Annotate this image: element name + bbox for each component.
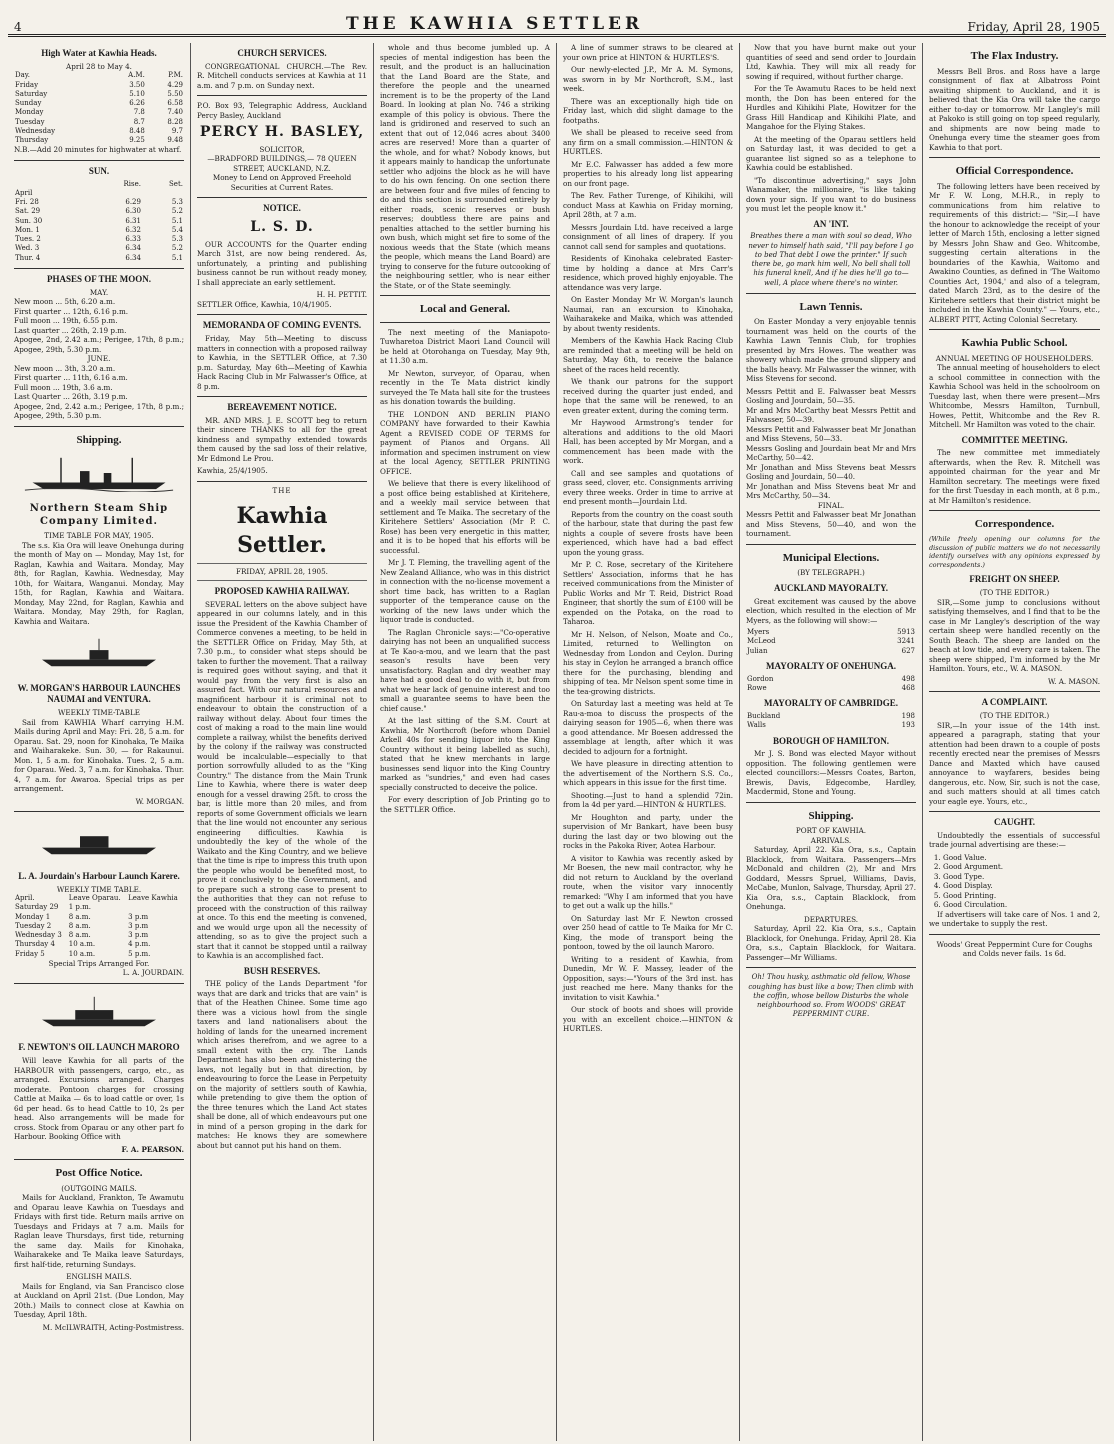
table-row (14, 108, 184, 117)
committee-text: The new committee met immediately afterwards, when the Rev. R. Mitchell was appointed chairman for the year and Mr Hamilton secretary. The meetings were fixed for the first Tuesday in each month, at 8 p.m., at Mr Hamilton's residence. (929, 448, 1100, 505)
table-row (14, 217, 184, 226)
candidate: Julian (747, 646, 768, 655)
news-paragraph: The Raglan Chronicle says:—"Co-operative dairying has not been an unqualified success at Te Kao-a-mou, and we learn that the past season's results have been very unsatisfactory. Raglan and dry weather may have had a good deal to do with it, but from what we hear lack of genuine interest and too small a guarantee seems to have been the chief cause." (380, 627, 550, 713)
tide-pm: 9.48 (167, 136, 183, 145)
onehunga-results (746, 675, 916, 693)
official-correspondence-heading: Official Correspondence. (955, 165, 1074, 178)
news-paragraph: For the Te Awamutu Races to be held next month, the Don has been entered for the Hurdles and Kihikihi Plate, Howitzer for the Grass Hill Handicap and Kihikihi Plate, and Mangahoe for the Flying Stakes. (746, 84, 916, 131)
post-office-heading: Post Office Notice. (55, 1167, 143, 1180)
sun-rise (91, 189, 142, 198)
committee-heading: COMMITTEE MEETING. (961, 434, 1068, 445)
news-paragraph: Call and see samples and quotations of grass seed, clover, etc. Consignments arriving every three weeks. Order in time to arrive at end present month—Jourdain Ltd. (563, 468, 733, 506)
church-text: CONGREGATIONAL CHURCH.—The Rev. R. Mitchell conducts services at Kawhia at 11 a.m. and 7 p.m. on Sunday next. (197, 61, 367, 90)
jourdain-kawhia: 4 p.m. (128, 940, 151, 949)
table-row (14, 189, 184, 198)
complaint-text: SIR,—In your issue of the 14th inst. appeared a paragraph, stating that your attention had been drawn to a couple of posts recently erected near the premises of Messrs Dance and Maxted which have caused annoyance to wayfarers, besides being dangerous, etc. Now, Sir, such is not the case, and such matters should at all times catch your eagle eye. Yours, etc., (929, 720, 1100, 806)
jourdain-day: Thursday 4 (15, 940, 55, 949)
to-editor-label: (TO THE EDITOR.) (979, 588, 1050, 598)
news-paragraph: On Saturday last Mr F. Newton crossed over 250 head of cattle to Te Maika for Mr C. King, the mode of transport being the pontoon, towed by the oil launch Maroro. (563, 913, 733, 951)
tides-table (14, 71, 184, 145)
table-row (746, 628, 916, 637)
cambridge-heading: MAYORALTY OF CAMBRIDGE. (764, 698, 898, 709)
tennis-text: On Easter Monday a very enjoyable tennis tournament was held on the courts of the Kawhia Lawn Tennis Club, for trophies presented by Mrs Howes. The weather was showery which made the ground slippery and the balls heavy. Mr Falwasser the winner, with Miss Stevens for second. (746, 317, 916, 384)
local-general-heading: Local and General. (419, 303, 511, 315)
jourdain-launch-title: L. A. Jourdain's Harbour Launch Karere. (18, 870, 180, 881)
complaint-heading: A COMPLAINT. (981, 697, 1048, 708)
arrivals-heading: ARRIVALS. (810, 835, 852, 845)
table-row (14, 244, 184, 253)
tides-heading: High Water at Kawhia Heads. (41, 48, 157, 58)
news-paragraph: THE LONDON AND BERLIN PIANO COMPANY have forwarded to their Kawhia Agent a REVISED CODE OF TERMS for payment of Pianos and Organs. All information and specimen instrument on view at the local Agency, SETTLER PRINTING OFFICE. (380, 409, 550, 476)
jourdain-oparau: 1 p.m. (68, 903, 91, 912)
caught-heading: CAUGHT. (993, 817, 1036, 827)
column-3 (374, 43, 557, 1441)
votes: 498 (901, 674, 915, 683)
table-row (14, 235, 184, 244)
basley-role: SOLICITOR, (259, 144, 305, 154)
table-row (14, 903, 184, 912)
auckland-results (746, 628, 916, 656)
post-office-text: Mails for Auckland, Frankton, Te Awamutu and Oparau leave Kawhia on Tuesdays and Fridays with first tide. Return mails arrive on Tuesdays and Fridays at 7 a.m. Mails for Raglan leave Thursdays, first tide, returning the same day. Mails for Kinohaka, Waiharakeke and Te Maika leave Saturdays, first half-tide, returning Sundays. (14, 1193, 184, 1269)
public-school-heading: Kawhia Public School. (961, 337, 1068, 350)
tide-pm: 6.58 (167, 99, 183, 108)
news-paragraph: On Saturday last a meeting was held at Te Rau-a-moa to discuss the prospects of the dairying season for 1905—6, when there was a good attendance. Mr Boesen addressed the assemblage at length, after which it was decided to adjourn for a fortnight. (563, 699, 733, 756)
news-paragraph: Now that you have burnt make out your quantities of seed and send order to Jourdain Ltd, Kawhia. They will mix all ready for sowing if required, without further charge. (746, 43, 916, 81)
auckland-mayoralty-heading: AUCKLAND MAYORALTY. (773, 582, 889, 593)
jourdain-day: Saturday 29 (15, 903, 59, 912)
news-paragraph: We have pleasure in directing attention to the advertisement of the Northern S.S. Co., which appears in this issue for the first time. (563, 759, 733, 787)
oil-launch-icon (14, 993, 184, 1031)
shipping-news-heading: Shipping. (808, 809, 854, 822)
jourdain-col-day: April. (15, 894, 35, 903)
table-row (746, 675, 916, 684)
freight-signature: W. A. MASON. (1048, 676, 1100, 686)
moon-row: Full moon ... 19th, 3.6 a.m. (14, 382, 113, 392)
sun-set: 5.1 (171, 216, 183, 225)
table-row (14, 254, 184, 263)
tide-day: Wednesday (15, 126, 56, 135)
sun-col-day (14, 180, 91, 189)
morgan-text: Sail from KAWHIA Wharf carrying H.M. Mails during April and May: Fri. 28, 5 a.m. for Oparau. Sat. 29, noon for Kinohaka, Te Maika and Waiharakeke. Sun. 30, — for Rakaunui. Mon. 1, 5 a.m. for Kinohaka. Tues. 2, 5 a.m. for Oparau. Wed. 3, 7 a.m. for Kinohaka. Thur. 4, 7 a.m. for Awaroa. Special trips as per arrangement. (14, 717, 184, 794)
masthead (8, 0, 1106, 37)
nss-timetable-title: TIME TABLE FOR MAY, 1905. (44, 531, 154, 540)
moon-row: Apogee, 2nd, 2.42 a.m.; Perigee, 17th, 8 p.m.; Apogee, 29th, 5.30 p.m. (14, 335, 184, 354)
correspondence-note: (While freely opening our columns for the discussion of public matters we do not necessarily identify ourselves with any opinions expressed by correspondents.) (929, 534, 1100, 569)
jourdain-kawhia (127, 903, 184, 912)
news-paragraph: Mr H. Nelson, of Nelson, Moate and Co., Limited, returned to Wellington on Wednesday from London and Ceylon. During his stay in Ceylon he arranged a branch office there for the purchasing, blending and shipping of tea. Mr Nelson spent some time in the tea-growing districts. (563, 629, 733, 696)
sun-table (14, 180, 184, 263)
ant-poem: Breathes there a man with soul so dead, Who never to himself hath said, "I'll pay before I go to bed That debt I owe the printer." If such there be, go mark him well, No bell shall toll his funeral knell, And if he dies he'll go to—well, A place where there's no winter. (748, 232, 914, 287)
candidate: Walls (747, 721, 766, 730)
page-number: 4 (14, 20, 22, 34)
basley-name: PERCY H. BASLEY, (199, 124, 365, 141)
tennis-result: Messrs Pettit and Falwasser beat Mr Jonathan and Miss Stevens, 50—40, and won the tournament. (746, 510, 916, 539)
sun-rise: 6.34 (125, 253, 141, 262)
news-paragraph: Mr Newton, surveyor, of Oparau, when recently in the Te Mata district kindly surveyed the Te Mata hall site for the trustees as his donation towards the building. (380, 368, 550, 407)
railway-heading: PROPOSED KAWHIA RAILWAY. (214, 585, 350, 596)
sun-day: Wed. 3 (15, 244, 40, 253)
tides-note: N.B.—Add 20 minutes for highwater at wharf. (14, 145, 182, 155)
tide-pm: 4.29 (167, 80, 183, 89)
caught-list (929, 853, 1100, 910)
basley-office: —BRADFORD BUILDINGS,— 78 QUEEN STREET, AUCKLAND, N.Z. (207, 154, 357, 173)
tide-day: Saturday (15, 89, 48, 98)
hamilton-text: Mr J. S. Bond was elected Mayor without opposition. The following gentlemen were elected councillors:—Messrs Coates, Barton, Brewis, Davis, Edgecombe, Hardley, Macdermid, Stone and Young. (746, 749, 916, 797)
jourdain-oparau: 10 a.m. (68, 940, 96, 949)
column-4 (557, 43, 740, 1441)
sun-day: Sun. 30 (15, 216, 43, 225)
votes: 198 (901, 712, 915, 721)
jourdain-day: Friday 5 (15, 949, 45, 958)
sun-rise: 6.31 (125, 216, 141, 225)
freight-heading: FREIGHT ON SHEEP. (969, 574, 1060, 585)
jourdain-table (14, 894, 184, 959)
sun-set: 5.2 (171, 244, 183, 253)
jourdain-oparau: 8 a.m. (68, 921, 91, 930)
list-item: 1. Good Value. (943, 853, 1100, 863)
official-correspondence-text: The following letters have been received by Mr F. W. Long, M.H.R., in reply to communications from him relative to requirements of this district:— "Sir,—I have the honour to acknowledge the receipt of your letter of March 15th, enclosing a letter signed by Messrs John Shaw and Geo. Whitcombe, suggesting certain alterations in the boundaries of the Kawhia, Waitomo and Awakino Counties, as defined in 'The Waitomo Counties Act, 1904,' and also of a telegram, dated March 23rd, as to the desire of the Kiritehere settlers that their district might be included in the Kawhia County." — Yours, etc., ALBERT PITT, Acting Colonial Secretary. (929, 181, 1100, 324)
table-row (14, 207, 184, 216)
memoranda-text: Friday, May 5th—Meeting to discuss matters in connection with a proposed railway to Kawhia, in the SETTLER Office, at 7.30 p.m. Saturday, May 6th—Meeting of Kawhia Hack Racing Club in Mr Falwasser's Office, at 8 p.m. (197, 334, 367, 391)
notice-signature: H. H. PETTIT. (316, 290, 367, 300)
church-heading: CHURCH SERVICES. (237, 48, 327, 58)
tide-am: 6.26 (129, 99, 145, 108)
morgan-signature: W. MORGAN. (135, 796, 184, 806)
woods-cure-ad: Woods' Great Peppermint Cure for Coughs and Colds never fails. 1s 6d. (936, 939, 1093, 959)
table-row (14, 931, 184, 940)
moon-row: Full moon ... 19th, 6.55 p.m. (14, 316, 118, 326)
tide-day: Thursday (15, 136, 49, 145)
candidate: McLeod (747, 637, 776, 646)
candidate: Gordon (747, 674, 774, 683)
votes: 627 (901, 646, 915, 655)
tennis-result: Messrs Pettit and Falwasser beat Mr Jonathan and Miss Stevens, 50—33. (746, 424, 916, 444)
news-paragraph: Mr Houghton and party, under the supervision of Mr Bankart, have been busy during the last day or two blowing out the rocks in the Pakoka River, Aotea Harbour. (563, 812, 733, 850)
table-row (14, 81, 184, 90)
sun-day: April (15, 188, 33, 197)
launch-icon (14, 821, 184, 859)
sun-day: Fri. 28 (15, 198, 39, 207)
sun-day: Sat. 29 (15, 207, 41, 216)
paper-date: FRIDAY, APRIL 28, 1905. (236, 567, 328, 577)
news-paragraph: We believe that there is every likelihood of a post office being established at Kiritehere, and a weekly mail service between that settlement and Te Maika. The secretary of the Kiritehere Settlers' Association (Mr P. C. Rose) has been very energetic in this matter, and it is to be hoped that his efforts will be successful. (380, 479, 550, 555)
jourdain-day: Wednesday 3 (15, 931, 62, 940)
news-paragraph: The Rev. Father Turenge, of Kihikihi, will conduct Mass at Kawhia on Friday morning, April 28th, at 7 a.m. (563, 191, 733, 219)
jourdain-kawhia: 3 p.m (128, 921, 149, 930)
by-telegraph: (BY TELEGRAPH.) (797, 568, 865, 578)
sun-set: 5.2 (171, 207, 183, 216)
peppermint-cure-ad: Oh! Thou husky, asthmatic old fellow, Whose coughing has bust like a bow; Then climb with the coffin, whose bellow Disturbs the whole neighbourhood so. From WOODS' GREAT PEPPERMINT CURE. (748, 973, 914, 1019)
table-row (14, 90, 184, 99)
ant-heading: AN 'INT. (813, 218, 849, 229)
railway-text: SEVERAL letters on the above subject have appeared in our columns lately, and in this issue the President of the Kawhia Chamber of Commerce convenes a meeting, to be held in the SETTLER Office on Friday, May 5th, at 7.30 p.m., to consider what steps should be taken to further the movement. That a railway is required goes without saying, and that it would pay from the very first is also an assured fact. With our natural resources and magnificent harbour it is criminal not to endeavour to obtain the construction of a railway without delay. About four times the cost of making a road to the main line would complete a railway, whilst the benefits derived by the colony if the railway was constructed would be incalculable—especially to that portion sorrowfully alluded to as the "King Country." The distance from the Main Trunk Line to Kawhia, where there is water deep enough for a vessel drawing 25ft. to cross the bar, is little more than 20 miles, and from reports of some Government officials we learn that the line would not encounter any serious engineering difficulties. Kawhia is undoubtedly the key of the whole of the Waikato and the King Country, and we believe that the time is ripe to impress this truth upon the people who would be benefited most, to prove it conclusively to the Government, and to prepare such a strong case to present to the authorities that they can not refuse to proceed with the construction of this railway at once. To this end the meeting is convened, and we would urge upon all the necessity of attending, so as to give the project such a start that it cannot be stopped until a railway to Kawhia is an accomplished fact. (197, 599, 368, 961)
news-paragraph: For every description of Job Printing go to the SETTLER Office. (380, 795, 550, 814)
paper-nameplate: Kawhia Settler. (236, 503, 328, 559)
table-row (14, 136, 184, 145)
news-paragraph: Messrs Jourdain Ltd. have received a large consignment of all lines of drapery. If you cannot call send for samples and quotations. (563, 222, 733, 251)
morgan-subtitle: WEEKLY TIME-TABLE (57, 708, 141, 718)
launch-icon (14, 633, 184, 671)
newton-signature: F. A. PEARSON. (121, 1144, 184, 1154)
moon-row: First quarter ... 12th, 6.16 p.m. (14, 306, 129, 316)
flax-heading: The Flax Industry. (970, 50, 1059, 62)
bereavement-text: MR. AND MRS. J. E. SCOTT beg to return their sincere THANKS to all for the great kindness and sympathy extended towards them caused by the sad loss of their relative, Mr Edmond Le Prou. (197, 415, 367, 463)
tide-am: 9.25 (129, 136, 145, 145)
jourdain-col-oparau: Leave Oparau. (68, 894, 121, 903)
notice-text: OUR ACCOUNTS for the Quarter ending March 31st, are now being rendered. As, unfortunately, a printing and publishing business cannot be run without ready money, I shall appreciate an early settlement. (197, 239, 367, 287)
municipal-heading: Municipal Elections. (782, 551, 880, 564)
tide-am: 8.7 (133, 117, 145, 126)
annual-meeting-heading: ANNUAL MEETING OF HOUSEHOLDERS. (935, 353, 1094, 363)
lawn-tennis-heading: Lawn Tennis. (799, 300, 863, 313)
sun-day: Thur. 4 (15, 253, 41, 262)
sun-col-rise: Rise. (123, 179, 141, 188)
departures-heading: DEPARTURES. (803, 914, 859, 924)
jourdain-oparau: 8 a.m. (68, 912, 91, 921)
post-office-sub: (OUTGOING MAILS. (61, 1183, 137, 1193)
moon-row: New moon ... 5th, 6.20 a.m. (14, 297, 116, 307)
english-mails-text: Mails for England, via San Francisco close at Auckland on April 21st. (Due London, May 20th.) Mails to connect close at Kawhia on Tuesday, April 18th. (14, 1281, 184, 1320)
sun-rise: 6.29 (125, 198, 141, 207)
issue-date: Friday, April 28, 1905 (967, 20, 1100, 34)
votes: 5913 (897, 628, 915, 637)
table-row (14, 198, 184, 207)
votes: 3241 (897, 637, 915, 646)
notice-heading: NOTICE. (263, 203, 301, 214)
jourdain-kawhia: 5 p.m. (128, 949, 151, 958)
june-heading: JUNE. (87, 354, 111, 364)
news-paragraph: The next meeting of the Maniapoto-Tuwharetoa District Maori Land Council will be held at Otorohanga on Tuesday, May 9th, at 11.30 a.m. (380, 327, 550, 366)
bereavement-signature: Kawhia, 25/4/1905. (197, 466, 268, 476)
lsd-heading: L. S. D. (250, 219, 314, 236)
sun-rise: 6.32 (125, 225, 141, 234)
bush-reserves-heading: BUSH RESERVES. (243, 965, 321, 976)
tide-am: 8.48 (129, 126, 145, 135)
news-paragraph: There was an exceptionally high tide on Friday last, which did slight damage to the footpaths. (563, 96, 733, 125)
moon-row: Last quarter ... 26th, 2.19 p.m. (14, 325, 127, 335)
may-heading: MAY. (89, 287, 109, 297)
news-paragraph: Shooting.—Just to hand a splendid 72in. from la 4d per yard.—HINTON & HURTLES. (563, 790, 733, 809)
table-row (14, 99, 184, 108)
tide-day: Friday (15, 80, 39, 89)
news-paragraph: A line of summer straws to be cleared at your own price at HINTON & HURTLES'S. (563, 43, 733, 62)
jourdain-oparau: 8 a.m. (68, 931, 91, 940)
cambridge-results (746, 712, 916, 730)
moon-row: Apogee, 2nd, 2.42 a.m.; Perigee, 17th, 8 p.m.; Apogee, 29th, 5.30 p.m. (14, 401, 184, 421)
news-paragraph: Reports from the country on the coast south of the harbour, state that during the past few nights a couple of severe frosts have been experienced, which have had a bad effect upon the young grass. (563, 509, 733, 557)
sun-col-set: Set. (169, 179, 183, 188)
news-paragraph: Our stock of boots and shoes will provide you with an excellent choice.—HINTON & HURTLES. (563, 1005, 733, 1033)
onehunga-heading: MAYORALTY OF ONEHUNGA. (766, 660, 896, 671)
postmistress-signature: M. McILWRAITH, Acting-Postmistress. (42, 1322, 184, 1332)
tennis-result: Mr Jonathan and Miss Stevens beat Mr and Mrs McCarthy, 50—34. (746, 481, 916, 501)
table-row (14, 127, 184, 136)
tide-pm: 5.50 (167, 89, 183, 98)
list-item: 4. Good Display. (943, 881, 1100, 891)
news-paragraph: Mr E.C. Falwasser has added a few more properties to his already long list appearing on our front page. (563, 159, 733, 188)
tides-col-pm: P.M. (168, 71, 183, 80)
paper-the: THE (272, 486, 292, 495)
sun-day: Mon. 1 (15, 225, 40, 234)
english-mails-heading: ENGLISH MAILS. (66, 1272, 132, 1282)
tide-am: 3.50 (129, 80, 145, 89)
table-row (746, 721, 916, 730)
tide-day: Monday (15, 108, 44, 117)
freight-text: SIR,—Some jump to conclusions without satisfying themselves, and I find that to be the case in Mr Langley's description of the way certain sheep were handled recently on the South Beach. The sheep are landed on the beach at low tide, and every care is taken. The sheep were shipped, I'm informed by the Mr Hamilton. Yours, etc., W. A. MASON. (929, 597, 1100, 674)
sun-heading: SUN. (88, 165, 110, 176)
basley-address: P.O. Box 93, Telegraphic Address, Auckland Percy Basley, Auckland (197, 101, 367, 120)
tides-col-day: Day. (15, 71, 31, 80)
tide-pm: 7.40 (167, 108, 183, 117)
sun-set: 5.3 (171, 235, 183, 244)
candidate: Buckland (747, 712, 781, 721)
tides-subheading: April 28 to May 4. (66, 61, 132, 71)
votes: 468 (901, 684, 915, 692)
nss-timetable-text: The s.s. Kia Ora will leave Onehunga during the month of May on — Monday, May 1st, for Raglan, Kawhia and Waitara. Monday, May 8th, for Raglan, Kawhia. Wednesday, May 10th, for Waitara, Wanganui. Monday, May 15th, for Raglan, Kawhia and Waitara. Monday, May 22nd, for Raglan, Kawhia and Waitara. Monday, May 29th, for Raglan, Kawhia and Waitara. (14, 540, 184, 626)
list-item: 3. Good Type. (943, 872, 1100, 882)
correspondence-heading: Correspondence. (974, 518, 1055, 531)
sun-set (142, 189, 184, 198)
news-paragraph: "To discontinue advertising," says John Wanamaker, the millionaire, "is like taking down your sign. If you want to do business you must let the people know it." (746, 175, 916, 213)
tennis-result: Mr and Mrs McCarthy beat Messrs Pettit and Falwasser, 50—39. (746, 405, 916, 425)
tide-pm: 8.28 (167, 117, 183, 126)
table-row (746, 637, 916, 646)
jourdain-kawhia: 3 p.m (128, 912, 149, 921)
column-5 (740, 43, 923, 1441)
table-row (14, 913, 184, 922)
tennis-final-label: FINAL. (817, 500, 845, 510)
news-paragraph: Residents of Kinohaka celebrated Easter-time by holding a dance at Mrs Carr's residence, which proved highly enjoyable. The attendance was very large. (563, 254, 733, 292)
moon-row: First quarter ... 11th, 6.16 a.m. (14, 373, 128, 383)
school-text: The annual meeting of householders to elect a school committee in connection with the Kawhia School was held in the schoolroom on Tuesday last, when there were present—Mrs Whitcombe, Messrs Hamilton, Turnbull, Howes, Pettit, Whitcombe and the Rev R. Mitchell. Mr Hamilton was voted to the chair. (929, 363, 1100, 430)
votes: 193 (901, 721, 915, 730)
column-2 (191, 43, 374, 1441)
caught-outro: If advertisers will take care of Nos. 1 and 2, we undertake to supply the rest. (929, 909, 1100, 929)
column-1 (8, 43, 191, 1441)
newton-text: Will leave Kawhia for all parts of the HARBOUR with passengers, cargo, etc., as arranged. Excursions arranged. Charges moderate. Pontoon charges for crossing Cattle at Maika — 6s to load cattle or over, 1s 6d per head. 6s to head Cattle to 10, 2s per head. Also arrangements will be made for cross. Stock from Oparau or any other part fo Harbour. Booking Office with (14, 1056, 184, 1142)
news-paragraph: At the meeting of the Oparau settlers held on Saturday last, it was decided to get a guarantee list signed so as a telephone to Kawhia could be established. (746, 134, 916, 172)
tennis-result: Messrs Gosling and Jourdain beat Mr and Mrs McCarthy, 50—42. (746, 443, 916, 463)
table-row (14, 226, 184, 235)
moon-row: Last Quarter ... 26th, 3.19 p.m. (14, 392, 128, 402)
port-heading: PORT OF KAWHIA. (795, 826, 867, 836)
news-paragraph: On Easter Monday Mr W. Morgan's launch Naumai, ran an excursion to Kinohaka, Waiharakeke and Maika, which was attended by about twenty residents. (563, 295, 733, 333)
jourdain-note: Special Trips Arranged For. (48, 958, 150, 968)
moon-heading: PHASES OF THE MOON. (46, 273, 151, 284)
news-paragraph: A visitor to Kawhia was recently asked by Mr Boesen, the new mail contractor, why he did not return to Auckland by the overland route, when the visitor vary innocently remarked: "Why I am informed that you have to get out a walk up the hills." (563, 853, 733, 910)
sun-rise: 6.34 (125, 244, 141, 253)
table-row (14, 922, 184, 931)
sun-rise: 6.30 (125, 207, 141, 216)
bush-reserves-text: THE policy of the Lands Department "for ways that are dark and tricks that are vain" is that of the Heathen Chinee. Some time ago there was a vicious howl from the single taxers and land nationalisers about the holding of lands for the unearned increment which arises therefrom, and we agree to a small extent with the cry. The Lands Department has also been administering the laws, not legally but in that direction, by endeavouring to force the Lease in Perpetuity on the majority of settlers south of Kawhia, while pretending to give them the option of the three tenures which the Land Act states shall be done, all of which endeavours put one in mind of a person groping in the dark for matches: He knows they are somewhere about but cannot put his hand on them. (197, 979, 367, 1150)
tide-pm: 9.7 (171, 126, 183, 135)
to-editor-label: (TO THE EDITOR.) (979, 711, 1050, 720)
jourdain-kawhia: 3 p.m (128, 931, 149, 940)
sun-set: 5.4 (171, 225, 183, 234)
table-row (14, 940, 184, 949)
table-row (746, 684, 916, 693)
steamship-icon (14, 454, 184, 492)
arrivals-text: Saturday, April 22. Kia Ora, s.s., Captain Blacklock, from Waitara. Passengers—Mrs McDonald and children (2), Mr and Mrs Goddard, Messrs Spruel, Williams, Davis, McCabe, Munlon, Salvage, Thursday, April 27. Kia Ora, s.s., Captain Blacklock, from Onehunga. (746, 845, 916, 912)
candidate: Myers (747, 628, 770, 637)
jourdain-col-kawhia: Leave Kawhia (128, 894, 178, 903)
basley-money: Money to Lend on Approved Freehold Securities at Current Rates. (212, 173, 352, 192)
list-item: 6. Good Circulation. (943, 900, 1100, 910)
hamilton-heading: BOROUGH OF HAMILTON. (773, 735, 889, 746)
bush-reserves-continued: whole and thus become jumbled up. A species of mental indigestion has been the result, and the product is an hallucination that the Land Board are the State, and therefore the people and the unearned increment is to be the property of the Land Board. In looking at plan No. 746 a striking example of this policy is obvious. There the land is gridironed and reserved to such an extent that out of 12,046 acres about 3400 acres are reserved! More than a quarter of the whole, and for what? Nobody knows, but it appears mainly to handicap the unfortunate settler who adjoins the block as he will have to do his own fencing. On one section there are between four and five miles of fencing to do and this section is surrounded entirely by either roads, scenic reserves or bush reserves; doubtless there are pains and penalties attached to the settler burning his own bush, which might set fire to some of the noxious weeds that the State (which means the people, which means the Land Board) are trying to conserve for the future outcooking of the neighbouring settler, who is near either the State, or of the State seemingly. (380, 43, 550, 290)
news-paragraph: Mr J. T. Fleming, the travelling agent of the New Zealand Alliance, who was in this district in connection with the no-license movement a short time back, has written to a Raglan supporter of the temperance cause on the working of the new laws under which the liquor trade is conducted. (380, 558, 550, 625)
news-paragraph: We thank our patrons for the support received during the quarter just ended, and hope that the same will be renewed, to an even greater extent, during the coming term. (563, 377, 733, 415)
table-row (14, 118, 184, 127)
memoranda-heading: MEMORANDA OF COMING EVENTS. (202, 320, 362, 331)
tide-day: Tuesday (15, 117, 45, 126)
list-item: 5. Good Printing. (943, 891, 1100, 901)
jourdain-subtitle: WEEKLY TIME TABLE. (56, 884, 142, 894)
news-paragraph: Writing to a resident of Kawhia, from Dunedin, Mr W. F. Massey, leader of the Opposition, says:—"Yours of the 3rd inst. has just reached me here. Many thanks for the invitation to visit Kawhia." (563, 954, 733, 1002)
news-paragraph: Mr Haywood Armstrong's tender for alterations and additions to the old Maori Hall, has been accepted by Mr Morgan, and a commencement has been made with the work. (563, 418, 733, 465)
news-paragraph: Our newly-elected J.P., Mr A. M. Symons, was sworn in by Mr Northcroft, S.M., last week. (563, 65, 733, 93)
news-paragraph: At the last sitting of the S.M. Court at Kawhia, Mr Northcroft (before whom Daniel Arkell 40s for sending liquor into the King Country without it being labelled as such), stated that he knew merchants in large businesses send liquor into the King Country marked as "sundries," and even had cases specially constructed to deceive the police. (380, 716, 550, 792)
candidate: Rowe (747, 684, 767, 692)
news-paragraph: Members of the Kawhia Hack Racing Club are reminded that a meeting will be held on Saturday, May 6th, to receive the balance sheet of the races held recently. (563, 336, 733, 374)
bereavement-heading: BEREAVEMENT NOTICE. (227, 402, 337, 413)
tide-am: 7.8 (133, 108, 145, 117)
table-row (746, 647, 916, 656)
newspaper-title: THE KAWHIA SETTLER (345, 14, 644, 34)
auckland-intro: Great excitement was caused by the above election, which resulted in the election of Mr Myers, as the following will show:— (746, 596, 916, 625)
column-6 (923, 43, 1106, 1441)
flax-text: Messrs Bell Bros. and Ross have a large consignment of flax at Albatross Point awaiting shipment to Auckland, and it is believed that the Kia Ora will take the cargo either to-day or tomorrow. Mr Langley's mill at Pakoko is still going on top speed regularly, and shipments are now being made to Onehunga every time the steamer goes from Kawhia to that port. (929, 66, 1100, 152)
departures-text: Saturday, April 22. Kia Ora, s.s., Captain Blacklock, for Onehunga. Friday, April 28. Kia Ora, s.s., Captain Blacklock, for Waitara. Passenger—Mr Williams. (746, 924, 916, 962)
caught-intro: Undoubtedly the essentials of successful trade journal advertising are these:— (929, 830, 1100, 850)
jourdain-oparau: 10 a.m. (68, 949, 96, 958)
tennis-result: Mr Jonathan and Miss Stevens beat Messrs Gosling and Jourdain, 50—40. (746, 462, 916, 482)
notice-place: SETTLER Office, Kawhia, 10/4/1905. (197, 299, 332, 309)
tennis-result: Messrs Pettit and E. Falwasser beat Messrs Gosling and Jourdain, 50—35. (746, 386, 916, 406)
sun-day: Tues. 2 (15, 235, 41, 244)
table-row (746, 712, 916, 721)
news-paragraph: Mr P. C. Rose, secretary of the Kiritehere Settlers' Association, informs that he has received communications from the Minister of Public Works and Mr T. Reid, District Road Engineer, that shortly the sum of £100 will be expended on the Potaka, on the road to Taharoa. (563, 560, 733, 626)
tide-am: 5.10 (129, 89, 145, 98)
list-item: 2. Good Argument. (943, 862, 1100, 872)
jourdain-signature: L. A. JOURDAIN. (122, 968, 184, 978)
tides-col-am: A.M. (128, 71, 145, 80)
moon-row: New moon ... 3th, 3.20 a.m. (14, 363, 116, 373)
newton-launch-title: F. NEWTON'S OIL LAUNCH MARORO (18, 1042, 180, 1053)
sun-set: 5.1 (171, 253, 183, 262)
news-paragraph: We shall be pleased to receive seed from any firm on a small commission.—HINTON & HURTLES. (563, 128, 733, 156)
table-row (14, 950, 184, 959)
morgan-launch-title: W. MORGAN'S HARBOUR LAUNCHES NAUMAI and VENTURA. (17, 682, 181, 705)
nss-company-name: Northern Steam Ship Company Limited. (29, 502, 169, 527)
sun-set: 5.3 (171, 198, 183, 207)
shipping-heading: Shipping. (76, 433, 122, 446)
tide-day: Sunday (15, 99, 42, 108)
sun-rise: 6.33 (125, 235, 141, 244)
jourdain-day: Monday 1 (15, 912, 51, 921)
jourdain-day: Tuesday 2 (15, 921, 52, 930)
